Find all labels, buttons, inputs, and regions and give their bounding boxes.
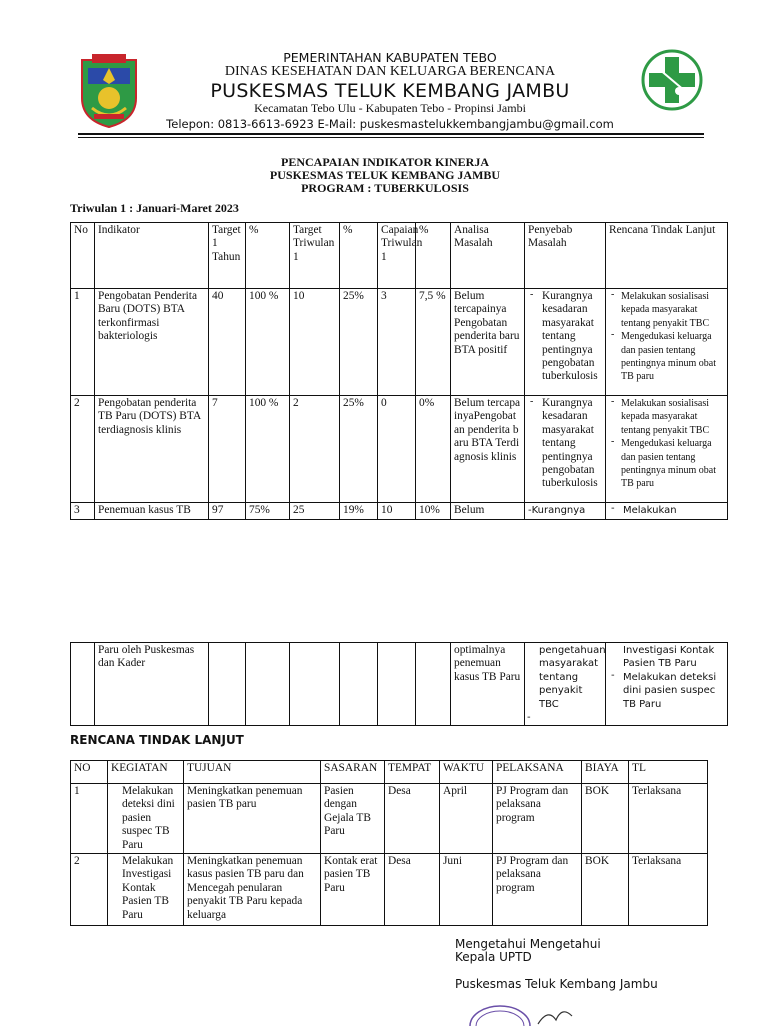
- cell-kegiatan: Melakukan Investigasi Kontak Pasien TB Paru: [108, 854, 184, 926]
- col-tujuan: TUJUAN: [184, 761, 321, 784]
- cell-biaya: BOK: [582, 784, 629, 854]
- row-target-triwulan: 10: [290, 289, 340, 396]
- row-rtl: [606, 503, 728, 520]
- row-target-tahun: 97: [209, 503, 246, 520]
- row-capaian: 0: [378, 396, 416, 503]
- rtl-item: - Mengedukasi keluarga dan pasien tentang pentingnya minum obat TB paru: [609, 437, 724, 491]
- acknowledgement-position: Kepala UPTD: [455, 950, 532, 964]
- acknowledgement-label: Mengetahui Mengetahui: [455, 937, 601, 951]
- header-address: Kecamatan Tebo Ulu - Kabupaten Tebo - Propinsi Jambi: [254, 101, 526, 115]
- rtl-item: - Melakukan sosialisasi kepada masyarakat tentang penyakit TBC: [609, 290, 724, 330]
- row-analisa: Belum tercapainyaPengobatan penderita baru BTA Terdiagnosis klinis: [451, 396, 525, 503]
- row-capaian: [378, 643, 416, 726]
- row-rtl: [606, 643, 728, 726]
- row-target-tahun: [209, 643, 246, 726]
- row-no: 2: [71, 396, 95, 503]
- header-contact: Telepon: 0813-6613-6923 E-Mail: puskesmastelukkembangjambu@gmail.com: [166, 117, 614, 131]
- header-department: DINAS KESEHATAN DAN KELUARGA BERENCANA: [224, 64, 556, 79]
- col-pct-2: %: [340, 223, 378, 289]
- col-indikator: Indikator: [95, 223, 209, 289]
- row-indikator: Pengobatan Penderita Baru (DOTS) BTA terkonfirmasi bakteriologis: [95, 289, 209, 396]
- cell-tl: Terlaksana: [629, 784, 708, 854]
- indicator-table-continuation: [70, 642, 728, 726]
- report-title: PENCAPAIAN INDIKATOR KINERJA: [280, 155, 489, 169]
- cell-sasaran: Kontak erat pasien TB Paru: [321, 854, 385, 926]
- row-pct-1: 75%: [246, 503, 290, 520]
- report-program: PROGRAM : TUBERKULOSIS: [301, 181, 469, 195]
- rtl-table: [70, 760, 708, 926]
- penyebab-item: - Kurangnya kesadaran masyarakat tentang pentingnya pengobatan tuberkulosis: [528, 397, 602, 491]
- row-capaian: 10: [378, 503, 416, 520]
- row-pct-2: [340, 643, 378, 726]
- cell-biaya: BOK: [582, 854, 629, 926]
- rtl-item: - Melakukan: [609, 504, 724, 517]
- col-tl: TL: [629, 761, 708, 784]
- rtl-item: - Melakukan sosialisasi kepada masyarakat tentang penyakit TBC: [609, 397, 724, 437]
- row-no: 1: [71, 289, 95, 396]
- acknowledgement-office: Puskesmas Teluk Kembang Jambu: [455, 977, 658, 991]
- row-pct-1: [246, 643, 290, 726]
- puskesmas-cross-logo: [641, 47, 703, 113]
- row-penyebab: [525, 289, 606, 396]
- table-row: [71, 289, 728, 396]
- row-analisa: Belum tercapainya Pengobatan penderita baru BTA positif: [451, 289, 525, 396]
- penyebab-dash: -: [527, 712, 531, 724]
- table-row: [71, 854, 708, 926]
- col-capaian: Capaian Triwulan 1: [378, 223, 416, 289]
- penyebab-item: - Kurangnya kesadaran masyarakat tentang pentingnya pengobatan tuberkulosis: [528, 290, 602, 384]
- row-pct-3: 7,5 %: [416, 289, 451, 396]
- report-subtitle: PUSKESMAS TELUK KEMBANG JAMBU: [269, 168, 501, 182]
- table-row: [71, 503, 728, 520]
- row-indikator: Pengobatan penderita TB Paru (DOTS) BTA terdiagnosis klinis: [95, 396, 209, 503]
- row-target-tahun: 7: [209, 396, 246, 503]
- header-puskesmas-name: PUSKESMAS TELUK KEMBANG JAMBU: [210, 80, 570, 102]
- row-penyebab: [525, 396, 606, 503]
- col-biaya: BIAYA: [582, 761, 629, 784]
- row-penyebab: [525, 643, 606, 726]
- col-pct-3: %: [416, 223, 451, 289]
- rtl-item: - Mengedukasi keluarga dan pasien tentang pentingnya minum obat TB paru: [609, 330, 724, 384]
- row-penyebab: -Kurangnya: [525, 503, 606, 520]
- cell-no: 1: [71, 784, 108, 854]
- row-target-triwulan: 2: [290, 396, 340, 503]
- cell-tl: Terlaksana: [629, 854, 708, 926]
- col-no: NO: [71, 761, 108, 784]
- row-analisa: optimalnya penemuan kasus TB Paru: [451, 643, 525, 726]
- cell-pelaksana: PJ Program dan pelaksana program: [493, 784, 582, 854]
- rtl-table-header: [71, 761, 708, 784]
- row-indikator: Penemuan kasus TB: [95, 503, 209, 520]
- col-no: No: [71, 223, 95, 289]
- col-rtl: Rencana Tindak Lanjut: [606, 223, 728, 289]
- table-row: [71, 784, 708, 854]
- row-target-triwulan: 25: [290, 503, 340, 520]
- col-pelaksana: PELAKSANA: [493, 761, 582, 784]
- rtl-section-heading: RENCANA TINDAK LANJUT: [70, 733, 244, 747]
- row-analisa: Belum: [451, 503, 525, 520]
- cell-waktu: April: [440, 784, 493, 854]
- rtl-item: - Melakukan deteksi dini pasien suspec TB Paru: [609, 671, 724, 711]
- cell-kegiatan: Melakukan deteksi dini pasien suspec TB Paru: [108, 784, 184, 854]
- row-pct-2: 19%: [340, 503, 378, 520]
- row-target-tahun: 40: [209, 289, 246, 396]
- col-analisa: Analisa Masalah: [451, 223, 525, 289]
- row-capaian: 3: [378, 289, 416, 396]
- col-pct-1: %: [246, 223, 290, 289]
- report-period: Triwulan 1 : Januari-Maret 2023: [70, 201, 239, 215]
- cell-tempat: Desa: [385, 784, 440, 854]
- row-pct-2: 25%: [340, 396, 378, 503]
- rtl-continued: Investigasi Kontak Pasien TB Paru: [623, 645, 715, 670]
- official-stamp: [468, 996, 578, 1026]
- col-kegiatan: KEGIATAN: [108, 761, 184, 784]
- col-target-tahun: Target 1 Tahun: [209, 223, 246, 289]
- table-row: [71, 643, 728, 726]
- row-pct-1: 100 %: [246, 396, 290, 503]
- row-pct-2: 25%: [340, 289, 378, 396]
- header-rule-thin: [78, 137, 704, 138]
- cell-tujuan: Meningkatkan penemuan kasus pasien TB paru dan Mencegah penularan penyakit TB Paru kepada keluarga: [184, 854, 321, 926]
- cell-no: 2: [71, 854, 108, 926]
- col-sasaran: SASARAN: [321, 761, 385, 784]
- header-rule-thick: [78, 133, 704, 135]
- indicator-table-header: [71, 223, 728, 289]
- row-pct-3: [416, 643, 451, 726]
- row-rtl: [606, 289, 728, 396]
- row-indikator: Paru oleh Puskesmas dan Kader: [95, 643, 209, 726]
- tebo-regency-logo: [78, 50, 140, 128]
- row-pct-3: 0%: [416, 396, 451, 503]
- row-rtl: [606, 396, 728, 503]
- table-row: [71, 396, 728, 503]
- col-penyebab: Penyebab Masalah: [525, 223, 606, 289]
- col-target-triwulan: Target Triwulan 1: [290, 223, 340, 289]
- cell-waktu: Juni: [440, 854, 493, 926]
- cell-sasaran: Pasien dengan Gejala TB Paru: [321, 784, 385, 854]
- cell-tempat: Desa: [385, 854, 440, 926]
- cell-tujuan: Meningkatkan penemuan pasien TB paru: [184, 784, 321, 854]
- indicator-table: [70, 222, 728, 520]
- cell-pelaksana: PJ Program dan pelaksana program: [493, 854, 582, 926]
- row-pct-1: 100 %: [246, 289, 290, 396]
- col-waktu: WAKTU: [440, 761, 493, 784]
- col-tempat: TEMPAT: [385, 761, 440, 784]
- row-no: 3: [71, 503, 95, 520]
- row-target-triwulan: [290, 643, 340, 726]
- penyebab-continued: pengetahuan masyarakat tentang penyakit TBC: [539, 645, 606, 710]
- row-pct-3: 10%: [416, 503, 451, 520]
- row-no: [71, 643, 95, 726]
- header-government: PEMERINTAHAN KABUPATEN TEBO: [283, 50, 497, 65]
